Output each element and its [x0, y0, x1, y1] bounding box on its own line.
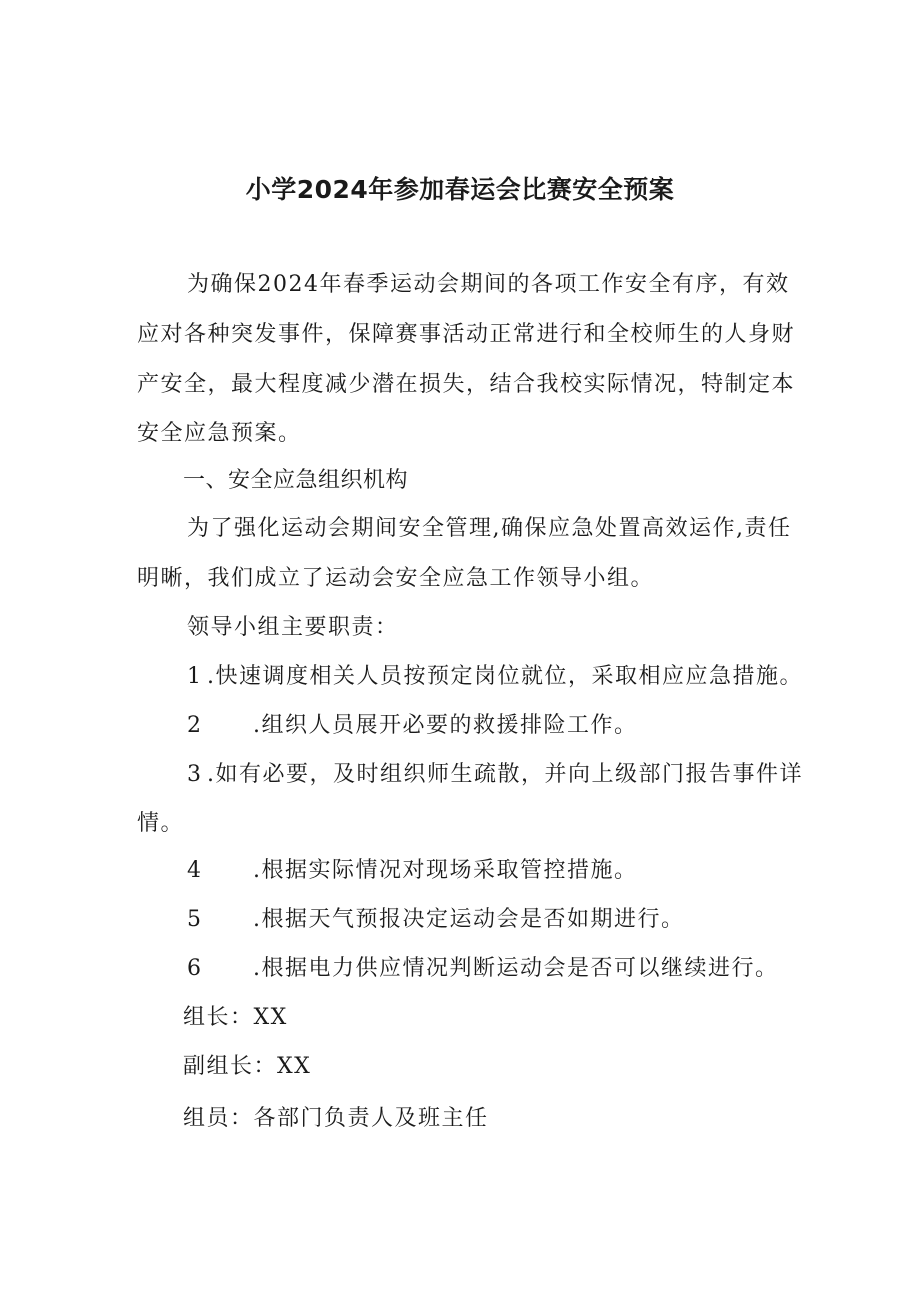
- section-para-line-2: 明晰，我们成立了运动会安全应急工作领导小组。: [137, 566, 655, 591]
- vice-group-leader: 副组长：XX: [183, 1054, 312, 1079]
- duty-text: .如有必要，及时组织师生疏散，并向上级部门报告事件详: [207, 762, 803, 787]
- intro-line-2: 应对各种突发事件，保障赛事活动正常进行和全校师生的人身财: [137, 322, 796, 347]
- duty-number: 1: [187, 664, 203, 689]
- group-members: 组员：各部门负责人及班主任: [183, 1106, 489, 1131]
- duties-label: 领导小组主要职责：: [187, 615, 399, 640]
- duty-number: 6: [187, 956, 203, 981]
- duty-item-2: [187, 711, 638, 741]
- duty-number: 4: [187, 858, 203, 883]
- intro-line-3: 产安全，最大程度减少潜在损失，结合我校实际情况，特制定本: [137, 372, 796, 397]
- duty-item-1: [187, 662, 803, 692]
- document-title: 小学2024年参加春运会比赛安全预案: [245, 175, 675, 204]
- duty-number: 2: [187, 713, 203, 738]
- intro-line-1: 为确保2024年春季运动会期间的各项工作安全有序，有效: [187, 272, 790, 297]
- duty-item-3: [187, 760, 803, 790]
- intro-line-4: 安全应急预案。: [137, 421, 302, 446]
- duty-item-4: [187, 856, 638, 886]
- duty-item-3-continuation: 情。: [137, 811, 185, 836]
- duty-item-6: [187, 954, 779, 984]
- duty-text: .快速调度相关人员按预定岗位就位，采取相应应急措施。: [207, 664, 803, 689]
- section-heading: 一、安全应急组织机构: [183, 468, 409, 493]
- duty-number: 5: [187, 907, 203, 932]
- duty-text: .根据天气预报决定运动会是否如期进行。: [253, 907, 685, 932]
- duty-item-5: [187, 905, 685, 935]
- duty-text: .根据电力供应情况判断运动会是否可以继续进行。: [253, 956, 779, 981]
- duty-text: .组织人员展开必要的救援排险工作。: [253, 713, 638, 738]
- section-para-line-1: 为了强化运动会期间安全管理,确保应急处置高效运作,责任: [187, 516, 792, 541]
- group-leader: 组长：XX: [183, 1005, 288, 1030]
- duty-number: 3: [187, 762, 203, 787]
- duty-text: .根据实际情况对现场采取管控措施。: [253, 858, 638, 883]
